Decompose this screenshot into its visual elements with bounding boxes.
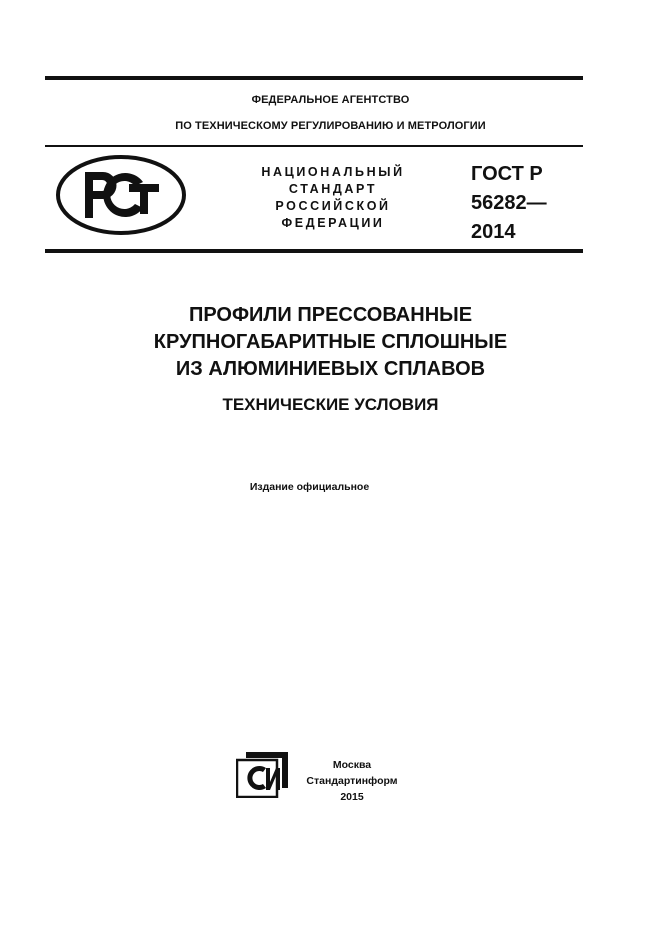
- top-rule: [45, 76, 583, 80]
- document-title: [0, 302, 661, 383]
- publisher-name: Стандартинформ: [306, 775, 398, 787]
- publisher-block: [300, 757, 404, 805]
- title-line-1: ПРОФИЛИ ПРЕССОВАННЫЕ: [188, 304, 473, 326]
- gost-designation: [471, 160, 547, 247]
- publisher-city: Москва: [332, 759, 372, 771]
- agency-rule: [45, 145, 583, 147]
- title-line-2: КРУПНОГАБАРИТНЫЕ СПЛОШНЫЕ: [153, 331, 508, 353]
- standard-rule: [45, 249, 583, 253]
- agency-line-1: ФЕДЕРАЛЬНОЕ АГЕНТСТВО: [251, 94, 410, 106]
- national-line-2: СТАНДАРТ: [288, 182, 378, 196]
- publisher-year: 2015: [340, 791, 364, 803]
- standartinform-logo-icon: [236, 752, 288, 798]
- gost-line-1: ГОСТ Р: [471, 163, 543, 185]
- gost-line-3: 2014: [471, 221, 516, 243]
- national-line-3: РОССИЙСКОЙ: [275, 199, 391, 213]
- national-standard-label: [248, 164, 418, 232]
- national-line-4: ФЕДЕРАЦИИ: [281, 216, 385, 230]
- document-subtitle: ТЕХНИЧЕСКИЕ УСЛОВИЯ: [222, 395, 439, 414]
- agency-line-2: ПО ТЕХНИЧЕСКОМУ РЕГУЛИРОВАНИЮ И МЕТРОЛОГИИ: [175, 120, 486, 132]
- title-line-3: ИЗ АЛЮМИНИЕВЫХ СПЛАВОВ: [175, 358, 486, 380]
- rst-certification-logo-icon: [55, 154, 187, 236]
- edition-label: Издание официальное: [249, 481, 370, 493]
- gost-line-2: 56282—: [471, 192, 547, 214]
- national-line-1: НАЦИОНАЛЬНЫЙ: [261, 165, 405, 179]
